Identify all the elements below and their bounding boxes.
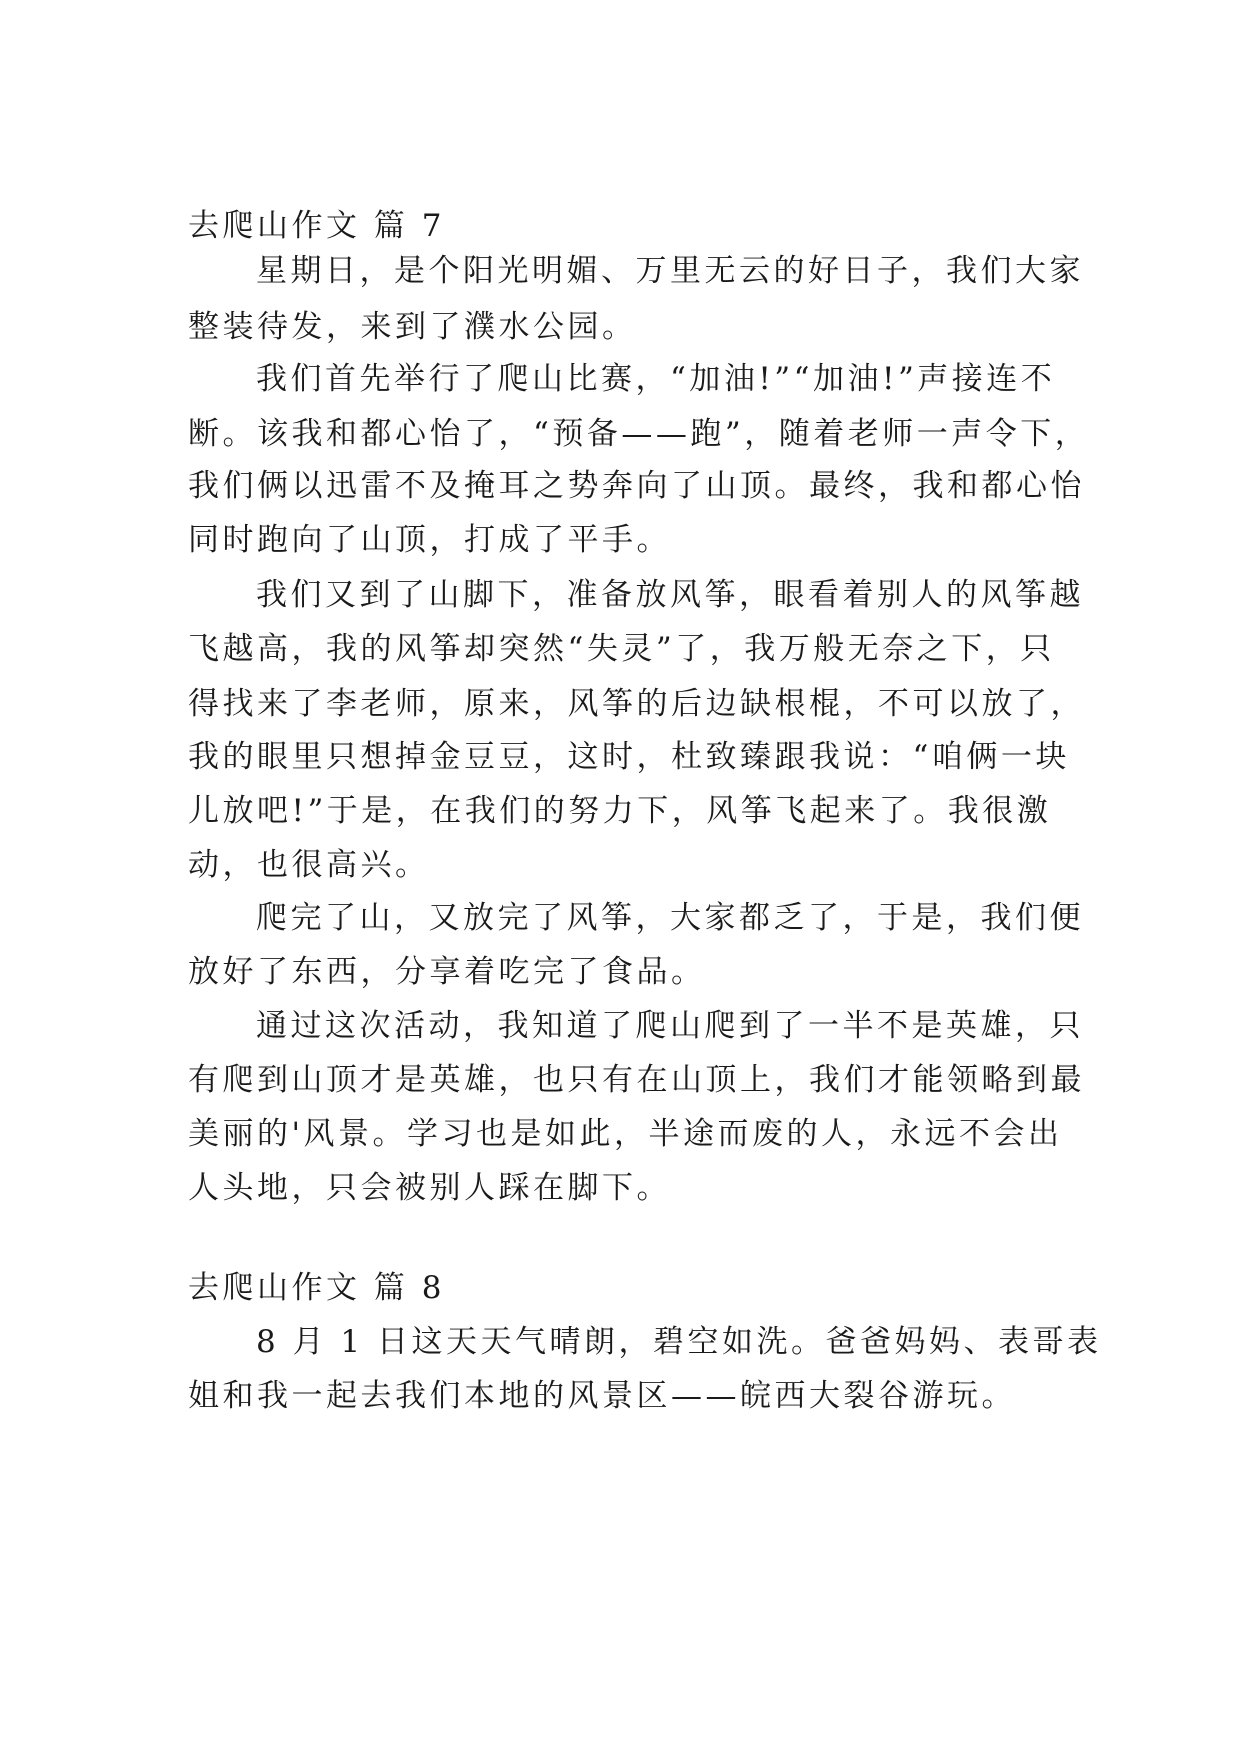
paragraph-line: 断。该我和都心怡了，“预备——跑”，随着老师一声令下， [188, 416, 1090, 452]
paragraph-line: 同时跑向了山顶，打成了平手。 [188, 522, 671, 558]
paragraph-line: 8 月 1 日这天天气晴朗，碧空如洗。爸爸妈妈、表哥表 [256, 1324, 1102, 1360]
paragraph-line: 我们首先举行了爬山比赛，“加油!”“加油!”声接连不 [256, 361, 1056, 397]
paragraph-line: 动，也很高兴。 [188, 847, 430, 883]
paragraph-line: 姐和我一起去我们本地的风景区——皖西大裂谷游玩。 [188, 1378, 1016, 1414]
paragraph-line: 我们俩以迅雷不及掩耳之势奔向了山顶。最终，我和都心怡 [188, 468, 1085, 504]
paragraph-line: 我们又到了山脚下，准备放风筝，眼看着别人的风筝越 [256, 577, 1084, 613]
paragraph-line: 美丽的'风景。学习也是如此，半途而废的人，永远不会出 [188, 1116, 1063, 1152]
section-heading: 去爬山作文 篇 7 [188, 208, 445, 244]
paragraph-line: 整装待发，来到了濮水公园。 [188, 309, 637, 345]
paragraph-line: 飞越高，我的风筝却突然“失灵”了，我万般无奈之下，只 [188, 631, 1055, 667]
paragraph-line: 儿放吧!”于是，在我们的努力下，风筝飞起来了。我很激 [188, 793, 1052, 829]
paragraph-line: 人头地，只会被别人踩在脚下。 [188, 1170, 671, 1206]
paragraph-line: 通过这次活动，我知道了爬山爬到了一半不是英雄，只 [256, 1008, 1084, 1044]
paragraph-line: 我的眼里只想掉金豆豆，这时，杜致臻跟我说：“咱俩一块 [188, 739, 1070, 775]
paragraph-line: 有爬到山顶才是英雄，也只有在山顶上，我们才能领略到最 [188, 1062, 1085, 1098]
paragraph-line: 放好了东西，分享着吃完了食品。 [188, 954, 706, 990]
paragraph-line: 爬完了山，又放完了风筝，大家都乏了，于是，我们便 [256, 900, 1084, 936]
paragraph-line: 得找来了李老师，原来，风筝的后边缺根棍，不可以放了， [188, 686, 1085, 722]
paragraph-line: 星期日，是个阳光明媚、万里无云的好日子，我们大家 [256, 253, 1084, 289]
section-heading: 去爬山作文 篇 8 [188, 1270, 445, 1306]
